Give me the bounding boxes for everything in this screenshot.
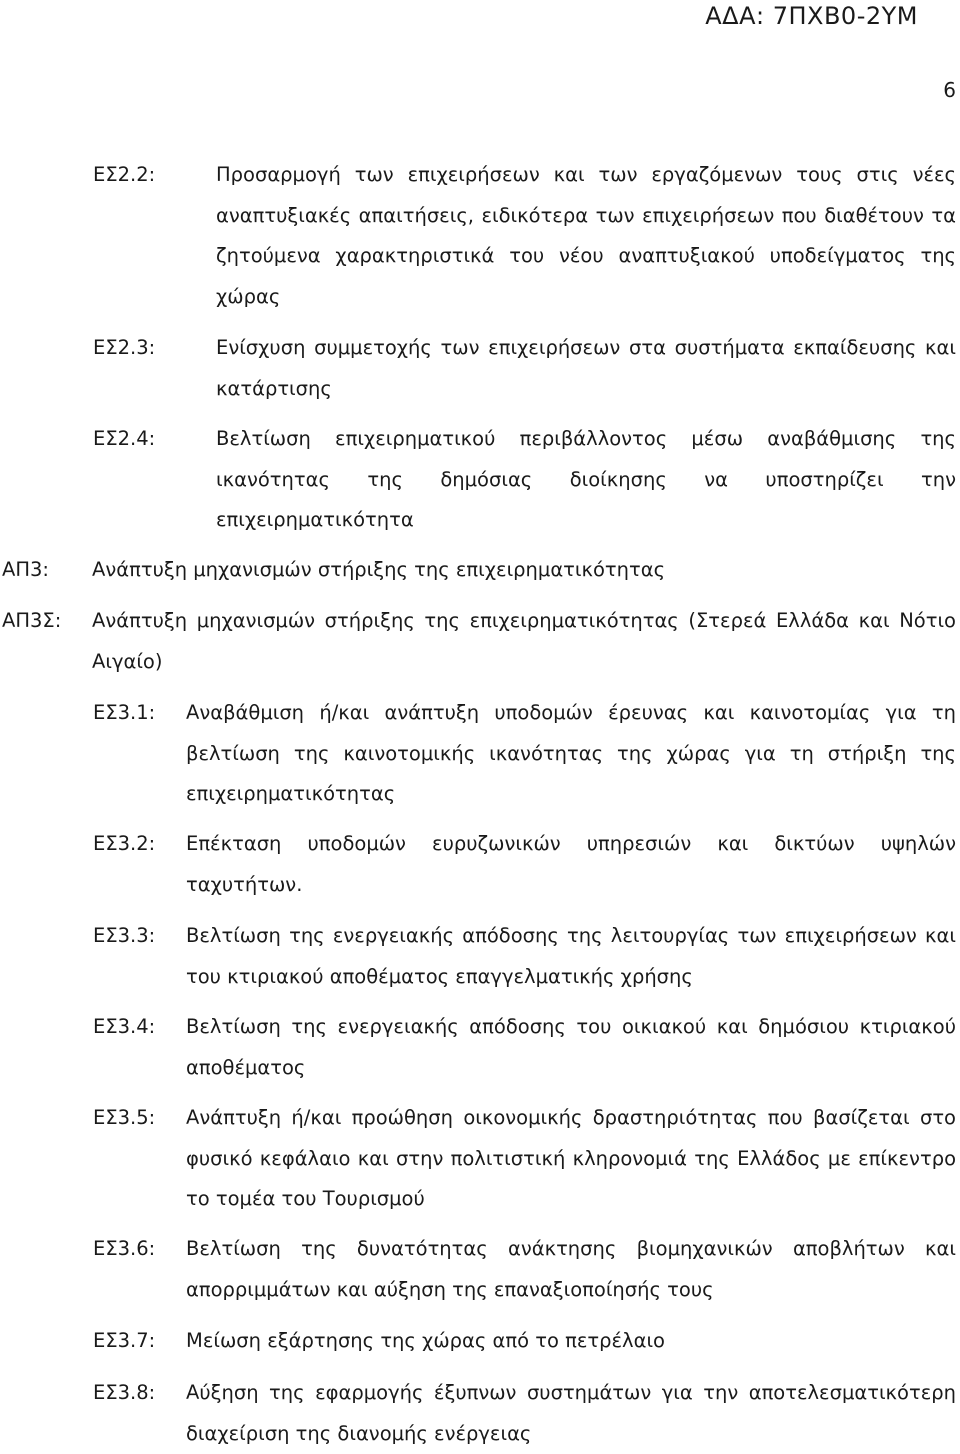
ada-code: ΑΔΑ: 7ΠΧΒ0-2ΥΜ (705, 2, 918, 30)
page-number: 6 (943, 78, 956, 102)
objective-text: Βελτίωση της δυνατότητας ανάκτησης βιομηχανικών αποβλήτων και απορριμμάτων και αύξηση της επαναξιοποίησής τους (186, 1237, 956, 1301)
priority-axis-text: Ανάπτυξη μηχανισμών στήριξης της επιχειρηματικότητας (92, 558, 666, 581)
objective-text: Ενίσχυση συμμετοχής των επιχειρήσεων στα συστήματα εκπαίδευσης και κατάρτισης (216, 336, 956, 400)
objective-code: ΕΣ2.4: (93, 427, 156, 450)
objective-text: Μείωση εξάρτησης της χώρας από το πετρέλαιο (186, 1329, 665, 1352)
objective-text: Προσαρμογή των επιχειρήσεων και των εργαζόμενων τους στις νέες αναπτυξιακές απαιτήσεις, ειδικότερα των επιχειρήσεων που διαθέτουν τα ζητούμενα χαρακτηριστικά του νέου αναπτυξιακού υποδείγματος της χώρας (216, 163, 956, 308)
objective-code: ΕΣ3.4: (93, 1015, 156, 1038)
objective-code: ΕΣ2.2: (93, 163, 156, 186)
objective-code: ΕΣ3.3: (93, 924, 156, 947)
objective-code: ΕΣ3.2: (93, 832, 156, 855)
objective-code: ΕΣ3.8: (93, 1381, 156, 1404)
objective-code: ΕΣ3.7: (93, 1329, 156, 1352)
objective-text: Βελτίωση επιχειρηματικού περιβάλλοντος μέσω αναβάθμισης της ικανότητας της δημόσιας διοίκησης να υποστηρίζει την επιχειρηματικότητα (216, 427, 956, 531)
objective-text: Αναβάθμιση ή/και ανάπτυξη υποδομών έρευνας και καινοτομίας για τη βελτίωση της καινοτομικής ικανότητας της χώρας για τη στήριξη της επιχειρηματικότητας (186, 701, 956, 805)
objective-code: ΕΣ3.1: (93, 701, 156, 724)
objective-text: Βελτίωση της ενεργειακής απόδοσης του οικιακού και δημόσιου κτιριακού αποθέματος (186, 1015, 956, 1079)
priority-axis-label: ΑΠ3Σ: (2, 609, 62, 632)
objective-text: Επέκταση υποδομών ευρυζωνικών υπηρεσιών και δικτύων υψηλών ταχυτήτων. (186, 832, 956, 896)
objective-code: ΕΣ3.6: (93, 1237, 156, 1260)
objective-text: Αύξηση της εφαρμογής έξυπνων συστημάτων για την αποτελεσματικότερη διαχείριση της διανομής ενέργειας (186, 1381, 956, 1445)
objective-text: Βελτίωση της ενεργειακής απόδοσης της λειτουργίας των επιχειρήσεων και του κτιριακού αποθέματος επαγγελματικής χρήσης (186, 924, 956, 988)
objective-code: ΕΣ3.5: (93, 1106, 156, 1129)
priority-axis-text: Ανάπτυξη μηχανισμών στήριξης της επιχειρηματικότητας (Στερεά Ελλάδα και Νότιο Αιγαίο) (92, 609, 956, 673)
objective-code: ΕΣ2.3: (93, 336, 156, 359)
objective-text: Ανάπτυξη ή/και προώθηση οικονομικής δραστηριότητας που βασίζεται στο φυσικό κεφάλαιο και στην πολιτιστική κληρονομιά της Ελλάδος με επίκεντρο το τομέα του Τουρισμού (186, 1106, 956, 1210)
priority-axis-label: ΑΠ3: (2, 558, 49, 581)
